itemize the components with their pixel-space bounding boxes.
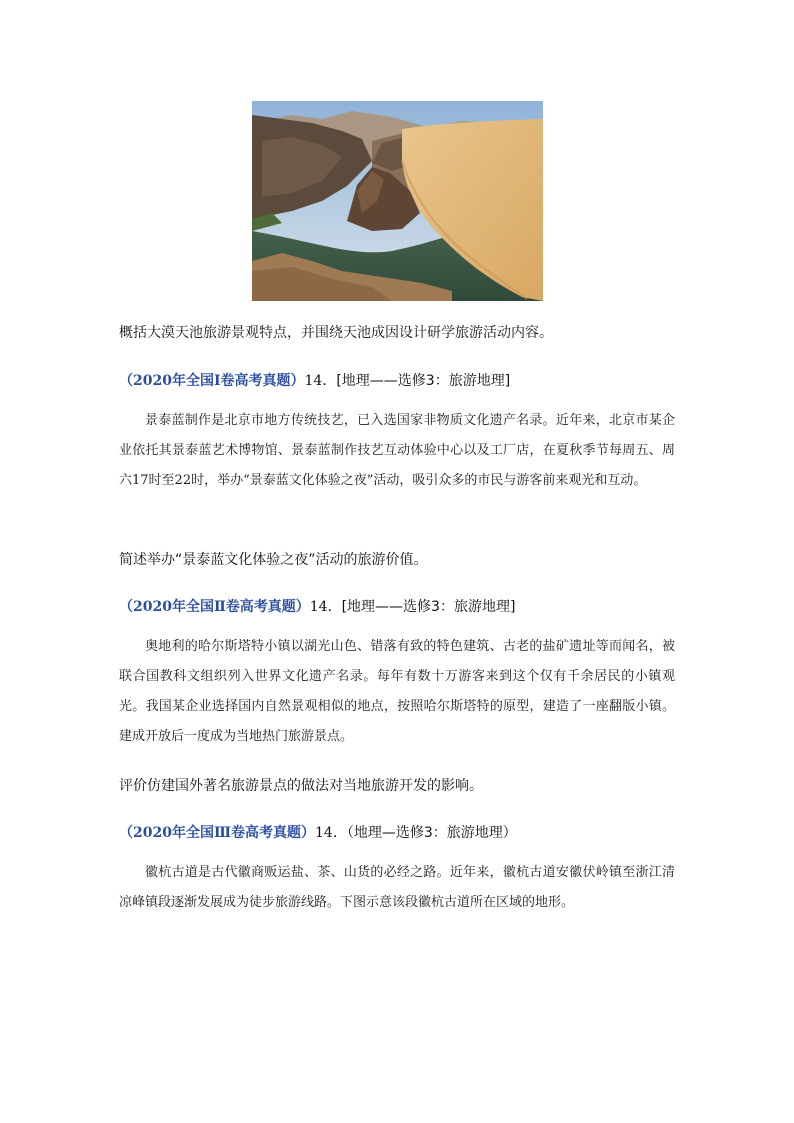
question-heading-14-national-2 [119,597,515,617]
question-passage: 奥地利的哈尔斯塔特小镇以湖光山色、错落有致的特色建筑、古老的盐矿遗址等而闻名，被联合国教科文组织列入世界文化遗产名录。每年有数十万游客来到这个仅有千余居民的小镇观光。我国某企业选择国内自然景观相似的地点，按照哈尔斯塔特的原型，建造了一座翻版小镇。建成开放后一度成为当地热门旅游景点。 [119,639,675,744]
question-passage: 徽杭古道是古代徽商贩运盐、茶、山货的必经之路。近年来，徽杭古道安徽伏岭镇至浙江清凉峰镇段逐渐发展成为徒步旅游线路。下图示意该段徽杭古道所在区域的地形。 [119,865,675,910]
question-number: 14． [304,373,337,389]
question-topic: （地理—选修3：旅游地理） [346,825,517,841]
question-topic: [地理——选修3：旅游地理] [336,373,511,389]
question-prompt: 简述举办“景泰蓝文化体验之夜”活动的旅游价值。 [119,552,428,568]
desert-lake-photo [252,101,543,301]
question-number: 14． [309,599,342,615]
exam-source: （2020年全国Ⅱ卷高考真题） [119,599,310,615]
question-heading-14-national-3 [119,823,517,843]
exam-source: （2020年全国Ⅲ卷高考真题） [119,825,316,841]
question-prompt: 概括大漠天池旅游景观特点，并围绕天池成因设计研学旅游活动内容。 [119,325,553,341]
question-number: 14． [315,825,347,841]
exam-source: （2020年全国Ⅰ卷高考真题） [119,373,305,389]
question-topic: [地理——选修3：旅游地理] [341,599,516,615]
question-prompt: 评价仿建国外著名旅游景点的做法对当地旅游开发的影响。 [119,778,483,794]
question-heading-14-national-1 [119,371,510,391]
question-passage: 景泰蓝制作是北京市地方传统技艺，已入选国家非物质文化遗产名录。近年来，北京市某企业依托其景泰蓝艺术博物馆、景泰蓝制作技艺互动体验中心以及工厂店，在夏秋季节每周五、周六17时至22时，举办“景泰蓝文化体验之夜”活动，吸引众多的市民与游客前来观光和互动。 [119,413,675,488]
